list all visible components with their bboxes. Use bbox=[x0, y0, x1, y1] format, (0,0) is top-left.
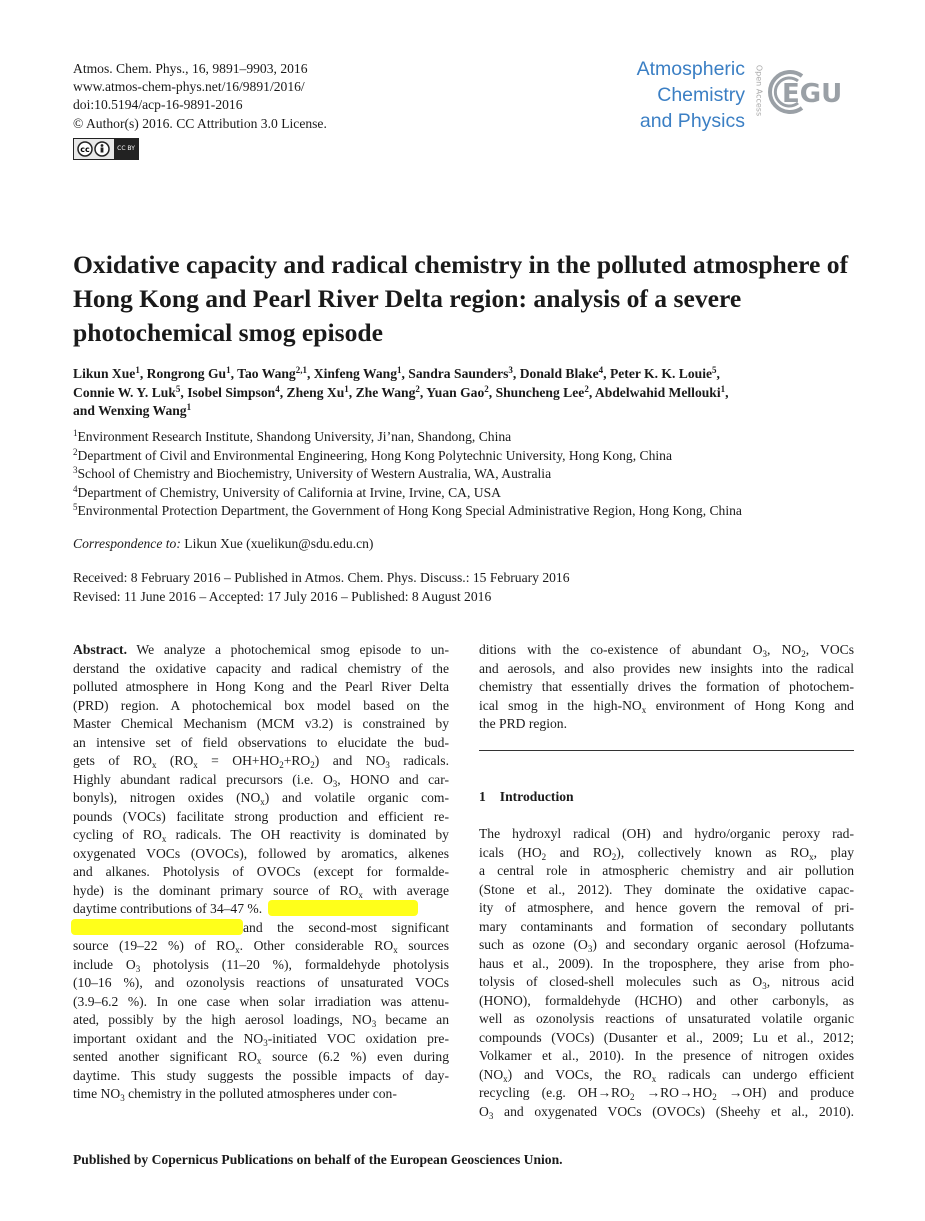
section-title: Introduction bbox=[499, 789, 574, 804]
publication-dates bbox=[73, 569, 570, 606]
cc-icon bbox=[74, 139, 114, 159]
author-name: Connie W. Y. Luk$^5$ bbox=[73, 383, 181, 400]
author-name: Zhe Wang$^2$ bbox=[355, 383, 420, 400]
journal-name bbox=[560, 56, 745, 134]
author-affiliation-mark: 1 bbox=[226, 365, 231, 375]
author-affiliation-mark: 4 bbox=[275, 383, 280, 394]
text-line: The hydroxyl radical (OH) and hydro/organic peroxy rad- bbox=[479, 826, 854, 841]
by-icon bbox=[114, 139, 138, 159]
author-name: Likun Xue$^1$ bbox=[73, 365, 140, 381]
author-affiliation-mark: 2 bbox=[584, 383, 589, 394]
revised-line: Revised: 11 June 2016 – Accepted: 17 July 2016 – Published: 8 August 2016 bbox=[73, 588, 492, 604]
text-line: well as ozonolysis reactions of unsaturated volatile organic bbox=[479, 1011, 854, 1026]
author-affiliation-mark: 5 bbox=[712, 365, 717, 375]
text-line: important oxidant and the $NO_3$-initiated VOC oxidation pre- bbox=[73, 1030, 449, 1048]
author-name: Tao Wang$^{2,1}$ bbox=[237, 365, 307, 381]
text-line: (Stone et al., 2012). They dominate the oxidative capac- bbox=[479, 881, 854, 897]
text-line: and the second-most significant bbox=[73, 919, 449, 938]
text-line: $(NO_x)$ and VOCs, the $RO_x$ radicals can undergo efficient bbox=[479, 1066, 854, 1084]
author-affiliation-mark: 1 bbox=[720, 383, 726, 394]
journal-name-line1: Atmospheric bbox=[636, 58, 745, 80]
text-line: (HONO), formaldehyde (HCHO) and other carbonyls, as bbox=[479, 992, 854, 1008]
license-line: © Author(s) 2016. CC Attribution 3.0 License. bbox=[73, 115, 327, 131]
author-name: Yuan Gao$^2$ bbox=[426, 383, 489, 400]
author-affiliation-mark: 4 bbox=[598, 365, 604, 375]
affiliation-line: $^3$School of Chemistry and Biochemistry, University of Western Australia, WA, Australia bbox=[73, 465, 552, 481]
abstract-label: Abstract. bbox=[73, 642, 127, 657]
text-line: Master Chemical Mechanism (MCM v3.2) is constrained by bbox=[73, 716, 449, 731]
correspondence bbox=[73, 536, 373, 552]
author-name: Shuncheng Lee$^2$ bbox=[495, 383, 589, 400]
text-line: and alkanes. Photolysis of OVOCs (except for formalde- bbox=[73, 864, 449, 879]
citation-line: Atmos. Chem. Phys., 16, 9891–9903, 2016 bbox=[73, 61, 308, 76]
text-line: oxygenated VOCs (OVOCs), followed by aromatics, alkenes bbox=[73, 845, 449, 861]
text-line: ical smog in the high-$NO_x$ environment of Hong Kong and bbox=[479, 697, 854, 715]
text-line: ditions with the co-existence of abundant $O_3$, $NO_2$, VOCs bbox=[479, 642, 855, 659]
cc-by-license-badge[interactable] bbox=[73, 138, 139, 160]
author-name: Abdelwahid Mellouki$^1$ bbox=[594, 383, 726, 400]
affiliation-line: $^4$Department of Chemistry, University of California at Irvine, Irvine, CA, USA bbox=[73, 483, 501, 500]
author-name: Peter K. K. Louie$^5$ bbox=[609, 365, 717, 381]
author-name: Wenxing Wang$^1$ bbox=[98, 402, 192, 418]
text-line: gets of $RO_x$ $(RO_x = OH+HO_2+RO_2)$ and $NO_3$ radicals. bbox=[73, 753, 449, 770]
highlight-mark bbox=[71, 919, 243, 935]
text-line: include $O_3$ photolysis (11–20 %), formaldehyde photolysis bbox=[73, 956, 449, 974]
section-number: 1 bbox=[479, 789, 486, 804]
text-line: sented another significant $RO_x$ source (6.2 %) even during bbox=[73, 1049, 449, 1066]
author-affiliation-mark: 1 bbox=[186, 402, 192, 412]
author-affiliation-mark: 5 bbox=[175, 383, 181, 394]
highlight-mark bbox=[268, 900, 418, 916]
text-line: icals ($HO_2$ and $RO_2$), collectively known as $RO_x$, play bbox=[479, 844, 854, 862]
text-line: daytime contributions of 34–47 %. bbox=[73, 900, 449, 919]
egu-logo-icon bbox=[768, 62, 858, 122]
text-line: chemistry that essentially drives the formation of photochem- bbox=[479, 679, 854, 694]
text-line: the PRD region. bbox=[479, 716, 567, 731]
egu-logo bbox=[768, 62, 858, 122]
received-line: Received: 8 February 2016 – Published in Atmos. Chem. Phys. Discuss.: 15 February 2016 bbox=[73, 570, 570, 585]
text-line: $O_3$ and oxygenated VOCs (OVOCs) (Sheehy et al., 2010). bbox=[479, 1103, 854, 1121]
author-affiliation-mark: 3 bbox=[508, 365, 513, 375]
author-name: Xinfeng Wang$^1$ bbox=[313, 365, 402, 381]
text-line: haus et al., 2009). In the troposphere, they arise from pho- bbox=[479, 955, 854, 971]
affiliation-line: $^5$Environmental Protection Department, the Government of Hong Kong Special Administrative Region, Hong Kong, China bbox=[73, 502, 742, 518]
text-line: bonyls), nitrogen oxides $(NO_x)$ and volatile organic com- bbox=[73, 790, 449, 807]
publisher-footer: Published by Copernicus Publications on behalf of the European Geosciences Union. bbox=[73, 1152, 563, 1167]
text-line: Abstract. We analyze a photochemical smog episode to un- bbox=[73, 642, 449, 657]
paper-title: Oxidative capacity and radical chemistry in the polluted atmosphere of Hong Kong and Pearl River Delta region: analysis of a severe photochemical smog episode bbox=[73, 250, 849, 347]
text-line: recycling (e.g. $OH\to RO_2 \to RO\to HO_2 \to OH$) and produce bbox=[479, 1085, 855, 1102]
text-line: such as ozone $(O_3)$ and secondary organic aerosol (Hofzuma- bbox=[479, 937, 854, 954]
author-and: and bbox=[73, 403, 99, 418]
doi[interactable]: doi:10.5194/acp-16-9891-2016 bbox=[73, 97, 243, 113]
text-line: Volkamer et al., 2010). In the presence of nitrogen oxides bbox=[479, 1048, 854, 1063]
text-line: (PRD) region. A photochemical box model based on the bbox=[73, 697, 449, 713]
affiliations bbox=[73, 428, 873, 521]
text-line: (3.9–6.2 %). In one case when solar irradiation was attenu- bbox=[73, 993, 449, 1009]
text-line: derstand the oxidative capacity and radical chemistry of the bbox=[73, 660, 449, 676]
text-line: tolysis of closed-shell molecules such as $O_3$, nitrous acid bbox=[479, 974, 854, 991]
text-line: source (19–22 %) of $RO_x$. Other considerable $RO_x$ sources bbox=[73, 938, 449, 955]
affiliation-line: $^2$Department of Civil and Environmental Engineering, Hong Kong Polytechnic University, Hong Kong, China bbox=[73, 446, 672, 463]
correspondence-label: Correspondence to: bbox=[73, 536, 181, 551]
text-line: compounds (VOCs) (Dusanter et al., 2009; Lu et al., 2012; bbox=[479, 1029, 854, 1045]
text-line: and aerosols, and also provides new insights into the radical bbox=[479, 660, 854, 676]
text-line: hyde) is the dominant primary source of $RO_x$ with average bbox=[73, 882, 449, 900]
author-affiliation-mark: 1 bbox=[135, 365, 140, 375]
abstract bbox=[73, 641, 449, 1104]
section-heading bbox=[479, 789, 574, 805]
author-affiliation-mark: 2,1 bbox=[295, 365, 307, 375]
text-line: polluted atmosphere in Hong Kong and the Pearl River Delta bbox=[73, 679, 449, 694]
text-line: time $NO_3$ chemistry in the polluted atmospheres under con- bbox=[73, 1086, 397, 1103]
author-name: Zheng Xu$^1$ bbox=[286, 383, 349, 400]
svg-text:cc: cc bbox=[80, 145, 90, 154]
author-list: Likun Xue$^1$, Rongrong Gu$^1$, Tao Wang$^{2,1}$, Xinfeng Wang$^1$, Sandra Saunders$^3$, Donald Blake$^4$, Peter K. K. Louie$^5$, Connie W. Y. Luk$^5$, Isobel Simpson$^4$, Zheng Xu$^1$, Zhe Wang$^2$, Yuan Gao$^2$, Shuncheng Lee$^2$, Abdelwahid Mellouki$^1$, and Wenxing Wang$^1$ bbox=[73, 365, 729, 418]
author-name: Donald Blake$^4$ bbox=[519, 365, 604, 381]
author-name: Rongrong Gu$^1$ bbox=[146, 365, 231, 381]
text-line: (10–16 %), and ozonolysis reactions of unsaturated VOCs bbox=[73, 975, 449, 990]
author-name: Isobel Simpson$^4$ bbox=[187, 383, 280, 400]
correspondence-contact[interactable]: Likun Xue (xuelikun@sdu.edu.cn) bbox=[184, 536, 374, 551]
text-line: Highly abundant radical precursors (i.e. $O_3$, HONO and car- bbox=[73, 771, 449, 789]
text-line: a central role in atmospheric chemistry and air pollution bbox=[479, 863, 854, 878]
text-line: cycling of $RO_x$ radicals. The OH reactivity is dominated by bbox=[73, 827, 449, 844]
journal-name-line3: and Physics bbox=[639, 110, 745, 132]
text-line: ated, possibly by the high aerosol loadings, $NO_3$ became an bbox=[73, 1012, 449, 1029]
author-affiliation-mark: 1 bbox=[397, 365, 402, 375]
journal-url[interactable]: www.atmos-chem-phys.net/16/9891/2016/ bbox=[73, 79, 305, 95]
author-affiliation-mark: 2 bbox=[415, 383, 420, 394]
journal-name-line2: Chemistry bbox=[657, 84, 745, 106]
author-affiliation-mark: 2 bbox=[484, 383, 489, 394]
egu-logo-text: EGU bbox=[782, 79, 843, 109]
affiliation-line: $^1$Environment Research Institute, Shandong University, Ji’nan, Shandong, China bbox=[73, 428, 512, 444]
text-line: daytime. This study suggests the possible impacts of day- bbox=[73, 1067, 449, 1083]
author-name: Sandra Saunders$^3$ bbox=[408, 365, 513, 381]
open-access-label: Open Access bbox=[754, 64, 764, 117]
text-line: ity of atmosphere, and hence govern the removal of pri- bbox=[479, 900, 854, 915]
section-divider bbox=[479, 750, 854, 751]
text-line: pounds (VOCs) facilitate strong production and efficient re- bbox=[73, 808, 449, 824]
citation-header bbox=[73, 60, 327, 133]
cc-badge-label: CC BY bbox=[117, 145, 135, 152]
abstract-continued bbox=[479, 641, 854, 734]
introduction-body bbox=[479, 825, 854, 1121]
text-line: mary contaminants and formation of secondary pollutants bbox=[479, 918, 854, 934]
author-affiliation-mark: 1 bbox=[344, 383, 349, 394]
text-line: an intensive set of field observations to elucidate the bud- bbox=[73, 734, 449, 750]
